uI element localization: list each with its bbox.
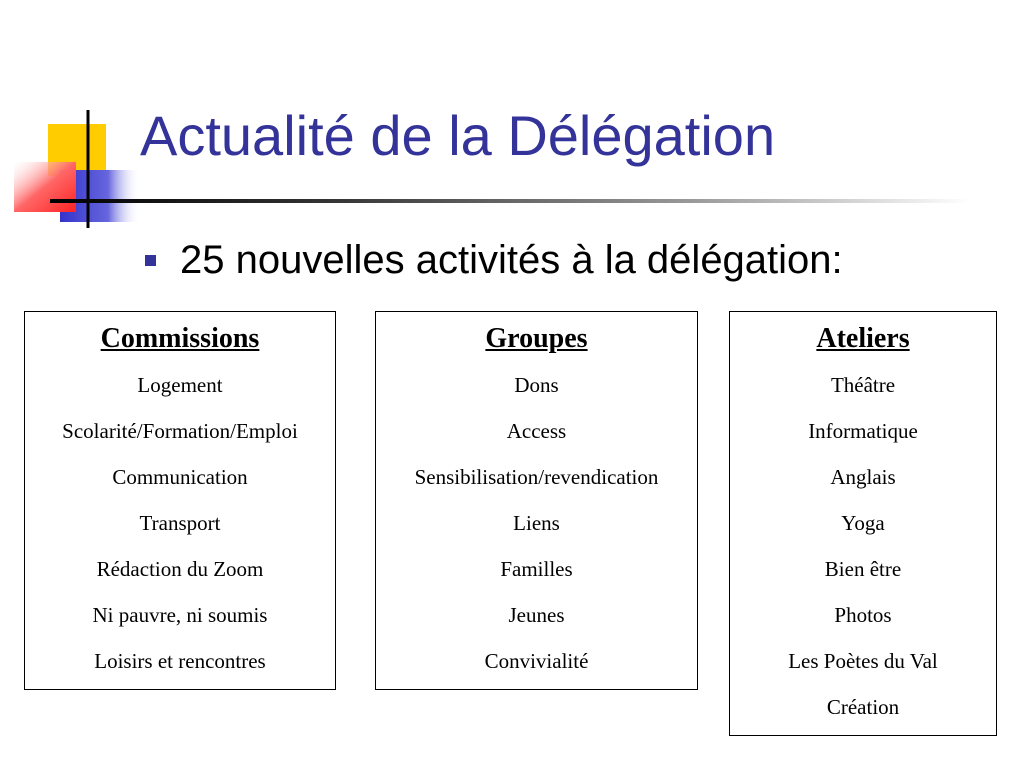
commissions-heading: Commissions: [100, 323, 260, 354]
list-item: Informatique: [808, 419, 918, 443]
list-item: Jeunes: [508, 603, 565, 627]
slide-title: Actualité de la Délégation: [140, 104, 776, 167]
list-item: Création: [826, 695, 900, 719]
slide-logo-decoration: [0, 0, 140, 240]
list-item: Yoga: [841, 511, 885, 535]
bullet-text: 25 nouvelles activités à la délégation:: [180, 238, 843, 282]
bullet-point: [145, 238, 843, 283]
list-item: Familles: [500, 557, 573, 581]
list-item: Ni pauvre, ni soumis: [92, 603, 268, 627]
list-item: Bien être: [824, 557, 902, 581]
list-item: Photos: [834, 603, 892, 627]
list-item: Sensibilisation/revendication: [414, 465, 659, 489]
list-item: Théâtre: [830, 373, 896, 397]
list-item: Logement: [137, 373, 223, 397]
logo-red-square: [14, 162, 76, 212]
list-item: Rédaction du Zoom: [96, 557, 264, 581]
groupes-box: [375, 311, 698, 690]
list-item: Communication: [112, 465, 248, 489]
groupes-heading: Groupes: [485, 323, 588, 354]
list-item: Anglais: [830, 465, 896, 489]
ateliers-heading: Ateliers: [816, 323, 910, 354]
ateliers-box: [729, 311, 997, 736]
title-rule: [50, 199, 970, 203]
list-item: Les Poètes du Val: [788, 649, 938, 673]
list-item: Access: [506, 419, 567, 443]
list-item: Dons: [514, 373, 559, 397]
list-item: Loisirs et rencontres: [94, 649, 266, 673]
list-item: Scolarité/Formation/Emploi: [62, 419, 298, 443]
bullet-square-icon: [145, 255, 156, 266]
list-item: Convivialité: [484, 649, 589, 673]
list-item: Liens: [513, 511, 560, 535]
list-item: Transport: [139, 511, 221, 535]
commissions-box: [24, 311, 336, 690]
